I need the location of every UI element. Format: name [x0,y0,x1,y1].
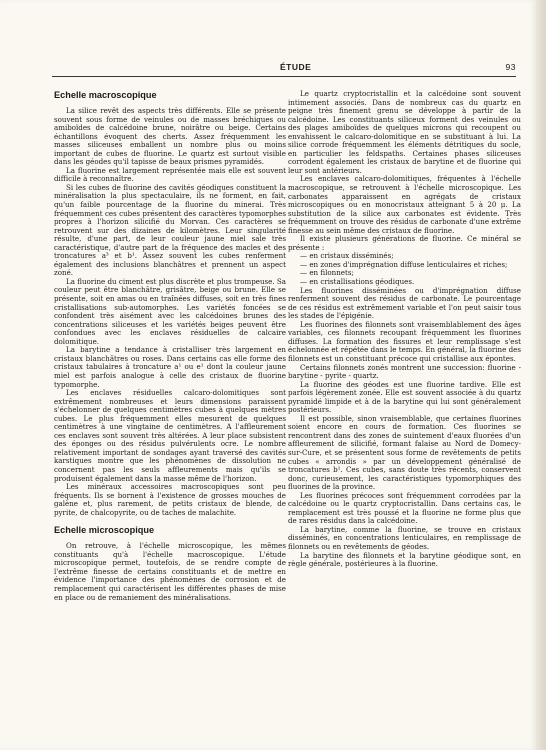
heading-macroscopique: Echelle macroscopique [54,90,157,100]
paragraph: La barytine, comme la fluorine, se trouve en cristaux disséminés, en concentrations lenticulaires, en remplissage de filonnets ou en revêtements de géodes. [288,524,521,551]
paragraph: Les minéraux accessoires macroscopiques sont peu fréquents. Ils se bornent à l'existence de grosses mouches de galène et, plus rarement, de petits cristaux de blende, de pyrite, de chalcopyrite, ou de taches de malachite. [54,482,286,517]
paragraph: La fluorine du ciment est plus discrète et plus trompeuse. Sa couleur peut être blanchâtre, grisâtre, beige ou brune. Elle se présente, soit en amas ou en traînées diffuses, soit en très fines cristallisations sub-automorphes. Les variétés foncées se confondent très aisément avec les calcédoines brunes des concentrations siliceuses et les variétés beiges peuvent être confondues avec les enclaves résiduelles de calcaire dolomitique. [54,276,286,346]
paragraph: Les enclaves résiduelles calcaro-dolomitiques sont extrêmement nombreuses et leurs dimensions paraissent s'échelonner de quelques centimètres cubes à quelques mètres cubes. Le plus fréquemment elles mesurent de quelques centimètres à une vingtaine de centimètres. A l'affleurement ces enclaves sont souvent très altérées. A leur place subsistent des éponges ou des résidus pulvérulents ocre. Le nombre relativement important de sondages ayant traversé des cavités karstiques montre que les phénomènes de dissolution ne concernent pas les seuls affleurements mais qu'ils se produisent également dans la masse même de l'horizon. [54,388,286,483]
paragraph: La fluorine des géodes est une fluorine tardive. Elle est parfois légèrement zonée. Elle est souvent associée à du quartz pyramidé limpide et à de la barytine qui lui sont généralement postérieurs. [288,379,521,415]
paragraph: Il existe plusieurs générations de fluorine. Ce minéral se présente : [288,234,521,252]
section-title: ÉTUDE [280,62,312,72]
page-edge [536,0,546,750]
paragraph: La barytine des filonnets et la barytine géodique sont, en règle générale, postérieures à la fluorine. [288,550,521,569]
left-column [54,90,286,602]
paragraph: Les enclaves calcaro-dolomitiques, fréquentes à l'échelle macroscopique, se retrouvent à l'échelle microscopique. Les carbonates apparaissent en agrégats de cristaux microscopiques ou en monocristaux atteignant 5 à 20 μ. La substitution de la silice aux carbonates est évidente. Très fréquemment on trouve des résidus de carbonate d'une extrême finesse au sein même des cristaux de fluorine. [288,174,521,235]
page-header [52,62,516,76]
paragraph: Les fluorines précoces sont fréquemment corrodées par la calcédoine ou le quartz cryptocristallin. Dans certains cas, le remplacement est très poussé et la fluorine ne forme plus que de rares résidus dans la calcédoine. [288,490,521,526]
heading-microscopique: Echelle microscopique [54,525,155,536]
paragraph: Les fluorines disséminées ou d'imprégnation diffuse renferment souvent des résidus de carbonate. Le pourcentage de ces résidus est extrêmement variable et l'on peut saisir tous les stades de l'épigénie. [288,285,521,321]
paragraph: La fluorine est largement représentée mais elle est souvent difficile à reconnaître. [54,165,286,184]
list-item: — en cristallisations géodiques. [300,277,415,287]
paragraph: Certains filonnets zonés montrent une succession: fluorine - barytine - pyrite - quartz. [288,362,521,381]
list-item: — en zones d'imprégnation diffuse lenticulaires et riches; [300,259,508,269]
paragraph: On retrouve, à l'échelle microscopique, les mêmes constituants qu'à l'échelle macroscopique. L'étude microscopique permet, toutefois, de se rendre compte de l'extrême finesse de certains constituants et de mettre en évidence l'importance des phénomènes de corrosion et de remplacement qui caractérisent les différentes phases de mise en place ou de remaniement des minéralisations. [54,541,286,602]
paragraph: Il est possible, sinon vraisemblable, que certaines fluorines soient encore en cours de formation. Ces fluorines se rencontrent dans des zones de suintement d'eaux fluorées d'un affleurement de silicifié, formant falaise au Nord de Domecy-sur-Cure, et se présentent sous forme de revêtements de petits cubes « arrondis » par un développement généralisé de troncatures b¹. Ces cubes, sans doute très récents, conservent donc, curieusement, les caractéristiques typomorphiques des fluorines de la province. [288,413,521,492]
page-number: 93 [505,62,516,72]
paragraph: Si les cubes de fluorine des cavités géodiques constituent la minéralisation la plus spectaculaire, ils ne forment, en fait, qu'un faible pourcentage de la fluorine du minerai. Très fréquemment ces cubes présentent des caractères typomorphes propres à l'horizon silicifié du Morvan. Ces caractères se retrouvent sur des dizaines de kilomètres. Leur singularité résulte, d'une part, de leur couleur jaune miel sale très caractéristique, d'autre part de la fréquence des macles et des troncatures a³ et b¹. Assez souvent les cubes renferment également des inclusions blanchâtres et prennent un aspect zoné. [54,182,286,278]
right-column [288,90,521,569]
list-item: — en filonnets; [300,268,354,278]
paragraph: La barytine a tendance à cristalliser très largement en cristaux blanchâtres ou roses. Dans certains cas elle forme des cristaux tabulaires à troncature a¹ ou e¹ dont la couleur jaune miel est parfois analogue à celle des cristaux de fluorine typomorphe. [54,345,286,389]
paragraph: Le quartz cryptocristallin et la calcédoine sont souvent intimement associés. Dans de nombreux cas du quartz en peigne très finement grenu se développe à partir de la calcédoine. Les constituants siliceux forment des veinules ou des plages amiboïdes de quelques microns qui recoupent ou envahissent le calcaro-dolomitique en se substituant à lui. La silice corrode fréquemment les éléments détritiques du socle, en particulier les feldspaths. Certaines phases siliceuses corrodent également les cristaux de barytine et de fluorine qui leur sont antérieurs. [288,89,521,175]
paragraph: La silice revêt des aspects très différents. Elle se présente souvent sous forme de veinules ou de masses bréchiques ou amiboïdes de calcédoine brune, noirâtre ou beige. Certains échantillons évoquent des cherts. Assez fréquemment les masses siliceuses emballent un nombre plus ou moins important de cubes de fluorine. Le quartz est surtout visible dans les géodes qu'il tapisse de beaux prismes pyramidés. [54,106,286,167]
list-item: — en cristaux disséminés; [300,251,394,261]
fluorine-forms-list [288,252,521,286]
paragraph: Les fluorines des filonnets sont vraisemblablement des âges variables, ces filonnets recoupant fréquemment les fluorines diffuses. La formation des fissures et leur remplissage s'est échelonnée et répétée dans le temps. En général, la fluorine des filonnets est un constituant précoce qui cristallise aux épontes. [288,319,521,363]
header-rule [52,76,516,77]
